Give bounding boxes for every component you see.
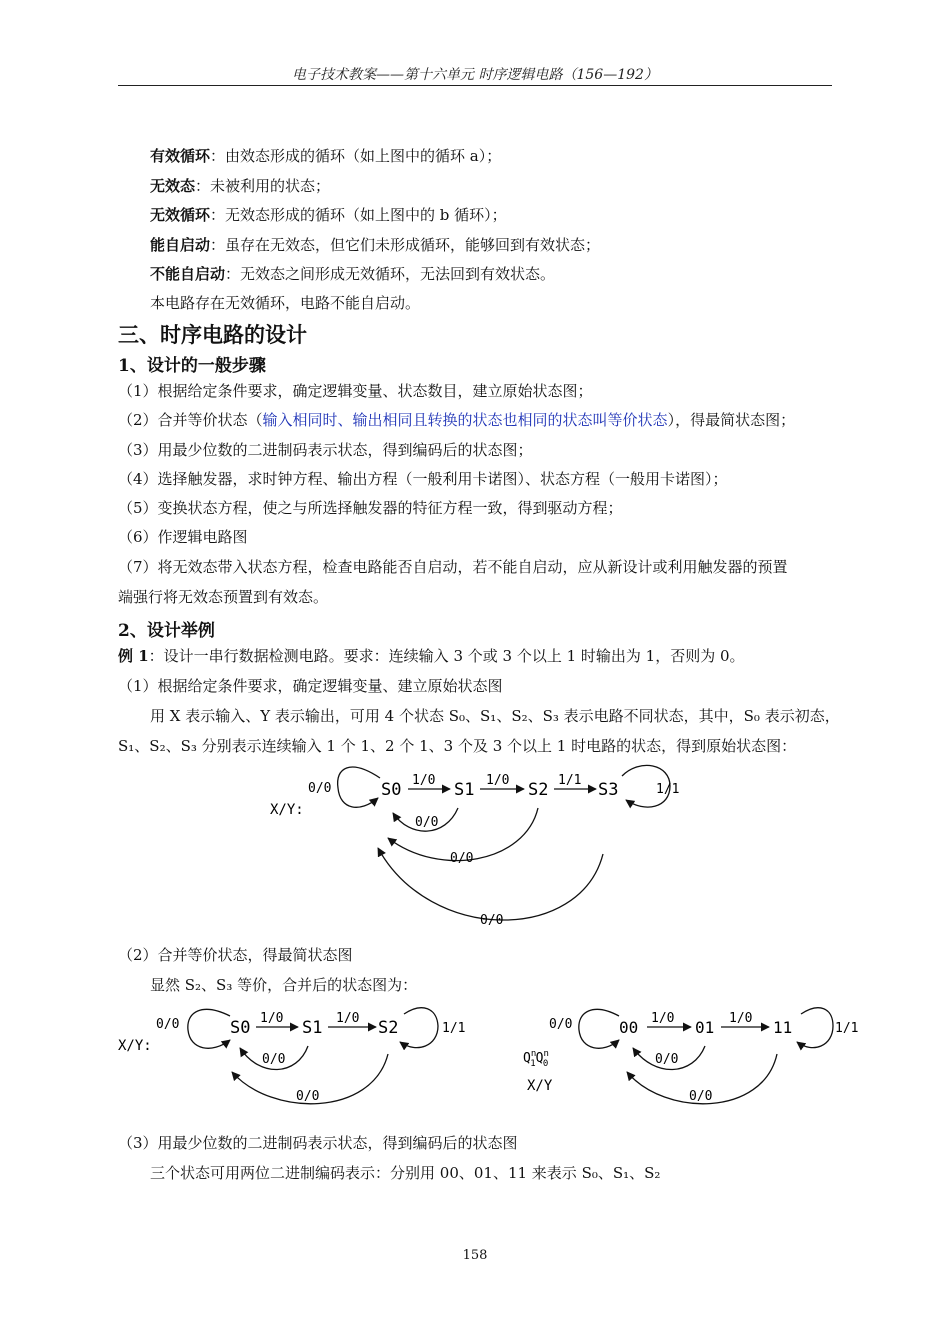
- state-s3: S3: [598, 780, 619, 800]
- term: 不能自启动: [150, 265, 226, 283]
- transition-s1-s2-label: 1/0: [486, 773, 510, 788]
- state-00: 00: [619, 1018, 639, 1037]
- term: 能自启动: [150, 236, 211, 254]
- example-step-2: （2）合并等价状态，得最简状态图: [118, 946, 353, 964]
- state-variable-label: $Q^n$ $1Q^n$ 0: [523, 1049, 549, 1069]
- transition-s1-s0-label: 0/0: [415, 815, 439, 830]
- transition-s2-s0-label: 0/0: [296, 1089, 320, 1104]
- self-loop-s0-label: 0/0: [308, 781, 332, 796]
- definition-text: ：无效态形成的循环（如上图中的 b 循环）；: [210, 206, 507, 224]
- section-title: 三、时序电路的设计: [118, 322, 307, 347]
- example-step-3-desc: 三个状态可用两位二进制编码表示：分别用 00、01、11 来表示 S₀、S₁、S₂: [150, 1164, 661, 1182]
- step-2-suffix: ），得最简状态图；: [667, 411, 796, 429]
- subsection-title-steps: 1、设计的一般步骤: [118, 356, 266, 376]
- page-header: 电子技术教案——第十六单元 时序逻辑电路（156—192）: [292, 67, 658, 83]
- transition-01-11-label: 1/0: [729, 1011, 753, 1026]
- transition-s3-s0-label: 0/0: [480, 913, 504, 928]
- example-step-2-desc: 显然 S₂、S₃ 等价，合并后的状态图为：: [150, 976, 418, 994]
- state-01: 01: [695, 1018, 715, 1037]
- step-7: （7）将无效态带入状态方程，检查电路能否自启动，若不能自启动，应从新设计或利用触发器的预置: [118, 558, 788, 576]
- self-loop-00-label: 0/0: [549, 1017, 573, 1032]
- self-loop-s2: [400, 1008, 438, 1048]
- state-s0: S0: [381, 780, 402, 800]
- example-step-3: （3）用最少位数的二进制码表示状态，得到编码后的状态图: [118, 1134, 518, 1152]
- step-5: （5）变换状态方程，使之与所选择触发器的特征方程一致，得到驱动方程；: [118, 499, 623, 517]
- self-loop-s0: [188, 1009, 230, 1048]
- self-loop-00: [579, 1009, 619, 1048]
- state-s0: S0: [230, 1018, 251, 1038]
- state-s2: S2: [378, 1018, 399, 1038]
- state-s1: S1: [454, 780, 475, 800]
- xy-label: X/Y:: [118, 1038, 152, 1054]
- transition-11-00-label: 0/0: [689, 1089, 713, 1104]
- xy-label: X/Y:: [270, 802, 304, 818]
- state-11: 11: [773, 1018, 793, 1037]
- step-3: （3）用最少位数的二进制码表示状态，得到编码后的状态图；: [118, 441, 533, 459]
- definition-self-start: [150, 235, 600, 255]
- self-loop-s2-label: 1/1: [442, 1021, 466, 1036]
- transition-s1-s2-label: 1/0: [336, 1011, 360, 1026]
- example-step-1-desc: 用 X 表示输入、Y 表示输出，可用 4 个状态 S₀、S₁、S₂、S₃ 表示电路不同状态，其中，S₀ 表示初态，: [150, 707, 840, 725]
- transition-00-01-label: 1/0: [651, 1011, 675, 1026]
- example-1: [118, 646, 745, 666]
- equivalent-state-definition: 输入相同时、输出相同且转换的状态也相同的状态叫等价状态: [262, 411, 668, 429]
- definition-text: ：未被利用的状态；: [195, 177, 331, 195]
- step-2: [118, 410, 795, 430]
- self-loop-11-label: 1/1: [835, 1021, 859, 1036]
- definition-invalid-cycle: [150, 205, 507, 225]
- definition-invalid-state: [150, 176, 330, 196]
- step-1: （1）根据给定条件要求，确定逻辑变量、状态数目，建立原始状态图；: [118, 382, 593, 400]
- self-loop-11: [797, 1008, 833, 1048]
- term: 无效循环: [150, 206, 211, 224]
- example-step-1: （1）根据给定条件要求，确定逻辑变量、建立原始状态图: [118, 677, 503, 695]
- example-label: 例 1: [118, 647, 149, 665]
- example-step-1-desc-continued: S₁、S₂、S₃ 分别表示连续输入 1 个 1、2 个 1、3 个及 3 个以上 1 时电路的状态，得到原始状态图：: [118, 737, 797, 755]
- transition-s2-s3-label: 1/1: [558, 773, 582, 788]
- transition-01-00-label: 0/0: [655, 1052, 679, 1067]
- definition-text: ：无效态之间形成无效循环，无法回到有效状态。: [225, 265, 556, 283]
- self-loop-s0: [338, 767, 380, 807]
- definition-text: ：虽存在无效态，但它们未形成循环，能够回到有效状态；: [210, 236, 601, 254]
- simplified-state-diagram: [112, 1002, 482, 1114]
- transition-s3-s0: [378, 848, 603, 920]
- term: 无效态: [150, 177, 196, 195]
- definition-no-self-start: [150, 264, 555, 284]
- conclusion: 本电路存在无效循环，电路不能自启动。: [150, 294, 421, 312]
- page-number: 158: [462, 1248, 488, 1263]
- self-loop-s3-label: 1/1: [656, 782, 680, 797]
- transition-s2-s0-label: 0/0: [450, 851, 474, 866]
- term: 有效循环: [150, 147, 211, 165]
- header-rule: [118, 85, 832, 86]
- state-s2: S2: [528, 780, 549, 800]
- subsection-title-example: 2、设计举例: [118, 621, 215, 641]
- transition-s0-s1-label: 1/0: [412, 773, 436, 788]
- transition-s0-s1-label: 1/0: [260, 1011, 284, 1026]
- step-7-continued: 端强行将无效态预置到有效态。: [118, 588, 329, 606]
- encoded-state-diagram: [515, 1002, 875, 1114]
- definition-text: ：由效态形成的循环（如上图中的循环 a）；: [210, 147, 502, 165]
- example-text: ：设计一串行数据检测电路。要求：连续输入 3 个或 3 个以上 1 时输出为 1，否则为 0。: [148, 647, 745, 665]
- step-2-prefix: （2）合并等价状态（: [118, 411, 263, 429]
- step-4: （4）选择触发器，求时钟方程、输出方程（一般利用卡诺图）、状态方程（一般用卡诺图）；: [118, 470, 728, 488]
- self-loop-s0-label: 0/0: [156, 1017, 180, 1032]
- xy-label: X/Y: [527, 1078, 553, 1094]
- state-s1: S1: [302, 1018, 323, 1038]
- original-state-diagram: [260, 758, 700, 938]
- definition-effective-cycle: [150, 146, 501, 166]
- step-6: （6）作逻辑电路图: [118, 528, 248, 546]
- transition-s1-s0-label: 0/0: [262, 1052, 286, 1067]
